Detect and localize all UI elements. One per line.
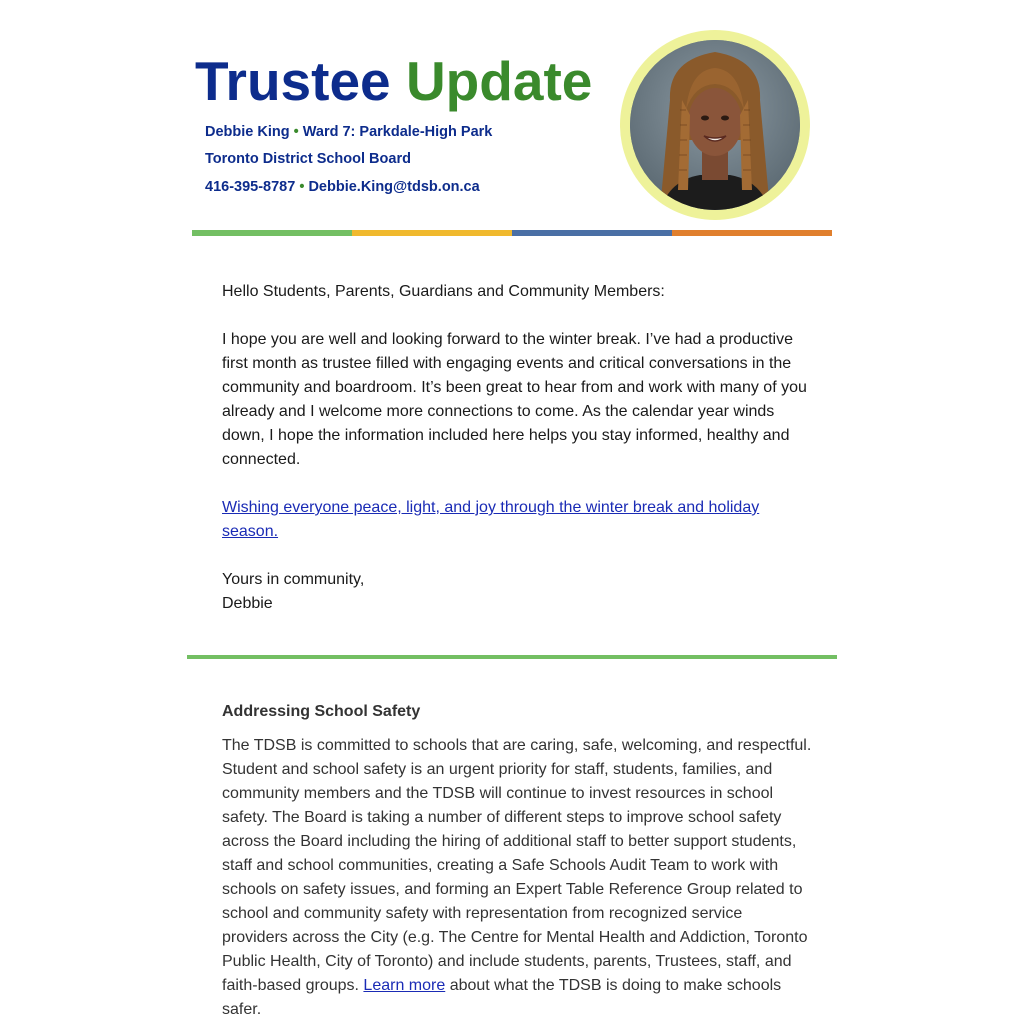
phone-number[interactable]: 416-395-8787: [205, 179, 296, 195]
newsletter-title: [195, 48, 592, 114]
safety-text-after-link: about what the TDSB is doing to make schools safer.: [222, 977, 782, 1018]
trustee-name-line: [205, 123, 492, 141]
letter-signature: Debbie: [222, 595, 273, 612]
bullet-separator: •: [299, 179, 305, 195]
bullet-separator: •: [293, 124, 299, 140]
section-body-school-safety: [222, 734, 812, 1022]
letter-wish: [222, 496, 812, 544]
section-heading-school-safety: Addressing School Safety: [222, 703, 421, 720]
safety-text-before-link: The TDSB is committed to schools that are caring, safe, welcoming, and respectful. Student and school safety is an urgent priority for staff, students, families, and community members and the TDSB will continue to invest resources in school safety. The Board is taking a number of different steps to improve school safety across the Board including the hiring of additional staff to better support students, staff and school communities, creating a Safe Schools Audit Team to work with schools on safety issues, and forming an Expert Table Reference Group related to school and community safety with representation from recognized service providers across the City (e.g. The Centre for Mental Health and Addiction, Toronto Public Health, City of Toronto) and include students, parents, Trustees, staff, and faith-based groups.: [222, 737, 812, 994]
ward-label: Ward 7: Parkdale-High Park: [302, 124, 493, 140]
letter-greeting: Hello Students, Parents, Guardians and Community Members:: [222, 283, 665, 300]
trustee-portrait: [630, 40, 800, 210]
title-word-trustee: Trustee: [195, 50, 391, 112]
board-name: Toronto District School Board: [205, 151, 411, 167]
holiday-wish-link[interactable]: Wishing everyone peace, light, and joy through the winter break and holiday season.: [222, 499, 760, 540]
color-bar-segment-yellow: [352, 230, 512, 236]
color-bar-segment-orange: [672, 230, 832, 236]
header-color-bar: [192, 230, 832, 236]
email-link[interactable]: Debbie.King@tdsb.on.ca: [308, 179, 480, 195]
color-bar-segment-blue: [512, 230, 672, 236]
learn-more-link[interactable]: Learn more: [363, 977, 446, 994]
letter-paragraph: I hope you are well and looking forward to the winter break. I’ve had a productive first month as trustee filled with engaging events and critical conversations in the community and boardroom. It’s been great to hear from and work with many of you already and I welcome more connections to come. As the calendar year winds down, I hope the information included here helps you stay informed, healthy and connected.: [222, 331, 807, 468]
color-bar-segment-green: [192, 230, 352, 236]
contact-line: [205, 178, 480, 196]
title-word-update: Update: [405, 50, 593, 112]
letter-closing: Yours in community,: [222, 571, 365, 588]
board-line: [205, 150, 411, 168]
section-divider: [187, 655, 837, 659]
portrait-illustration: [630, 40, 800, 210]
trustee-name: Debbie King: [205, 124, 290, 140]
